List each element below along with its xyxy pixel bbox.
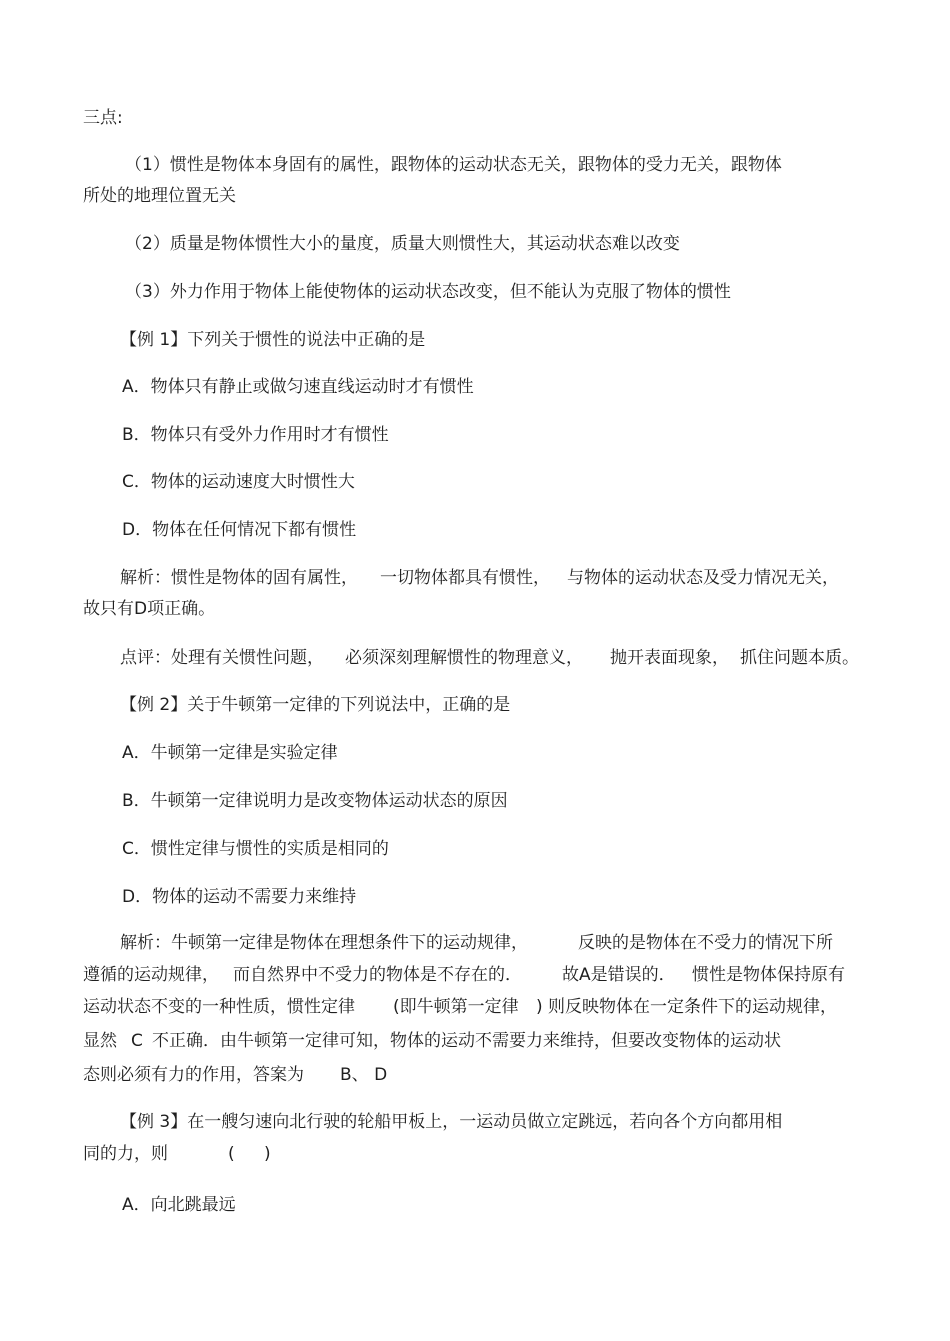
- text-segment: D．物体在任何情况下都有惯性: [122, 520, 357, 540]
- text-segment: 而自然界中不受力的物体是不存在的．: [233, 965, 522, 985]
- text-segment: (即牛顿第一定律: [393, 997, 519, 1017]
- text-segment: 【例 2】关于牛顿第一定律的下列说法中，正确的是: [120, 695, 511, 715]
- point-2: [0, 233, 950, 255]
- text-segment: 运动状态不变的一种性质，惯性定律: [83, 997, 355, 1017]
- text-segment: 点评：处理有关惯性问题，: [120, 648, 324, 668]
- example-2-analysis-line-3: [0, 996, 950, 1018]
- example-2-question: [0, 694, 950, 716]
- text-segment: 态则必须有力的作用，答案为: [83, 1065, 304, 1085]
- example-2-analysis-line-1: [0, 932, 950, 954]
- text-segment: 显然: [83, 1031, 117, 1051]
- text-segment: 遵循的运动规律，: [83, 965, 219, 985]
- example-1-option-b: [0, 424, 950, 446]
- example-1-question: [0, 329, 950, 351]
- text-segment: A．物体只有静止或做匀速直线运动时才有惯性: [122, 377, 474, 397]
- text-segment: C．惯性定律与惯性的实质是相同的: [122, 839, 389, 859]
- text-segment: 三点:: [83, 108, 123, 128]
- example-3-option-a: [0, 1194, 950, 1216]
- text-segment: 故A是错误的．: [562, 965, 676, 985]
- example-2-option-c: [0, 838, 950, 860]
- answer-blank-open-paren: (: [228, 1144, 235, 1164]
- example-2-option-b: [0, 790, 950, 812]
- section-heading: [0, 107, 950, 129]
- text-segment: 不正确．由牛顿第一定律可知，物体的运动不需要力来维持，但要改变物体的运动状: [152, 1031, 781, 1051]
- example-1-analysis-line-2: [0, 598, 950, 620]
- text-segment: 抓住问题本质。: [740, 648, 859, 668]
- point-1-line-2: [0, 185, 950, 207]
- example-1-analysis-line-1: [0, 567, 950, 589]
- example-1-option-d: [0, 519, 950, 541]
- text-segment: 故只有D项正确。: [83, 599, 216, 619]
- answer-blank-close-paren: ): [264, 1144, 271, 1164]
- example-2-analysis-line-2: [0, 964, 950, 986]
- example-1-comment: [0, 647, 950, 669]
- text-segment: （2）质量是物体惯性大小的量度，质量大则惯性大，其运动状态难以改变: [125, 234, 680, 254]
- text-segment: （3）外力作用于物体上能使物体的运动状态改变，但不能认为克服了物体的惯性: [125, 282, 731, 302]
- text-segment: 同的力，则: [83, 1144, 168, 1164]
- text-segment: A．牛顿第一定律是实验定律: [122, 743, 338, 763]
- text-segment: D．物体的运动不需要力来维持: [122, 887, 357, 907]
- text-segment: （1）惯性是物体本身固有的属性，跟物体的运动状态无关，跟物体的受力无关，跟物体: [125, 155, 782, 175]
- text-segment: A．向北跳最远: [122, 1195, 236, 1215]
- text-segment: 解析：惯性是物体的固有属性，: [120, 568, 358, 588]
- example-1-option-a: [0, 376, 950, 398]
- text-segment: 解析：牛顿第一定律是物体在理想条件下的运动规律，: [120, 933, 528, 953]
- text-segment: 一切物体都具有惯性，: [380, 568, 550, 588]
- example-1-option-c: [0, 471, 950, 493]
- text-segment: 抛开表面现象，: [610, 648, 729, 668]
- text-segment: 反映的是物体在不受力的情况下所: [578, 933, 833, 953]
- text-segment: C: [131, 1031, 143, 1051]
- text-segment: B、 D: [340, 1065, 388, 1085]
- text-segment: 【例 3】在一艘匀速向北行驶的轮船甲板上，一运动员做立定跳远，若向各个方向都用相: [120, 1112, 783, 1132]
- example-2-analysis-line-5: [0, 1064, 950, 1086]
- point-3: [0, 281, 950, 303]
- text-segment: B．牛顿第一定律说明力是改变物体运动状态的原因: [122, 791, 508, 811]
- example-3-question-line-2: [0, 1143, 950, 1165]
- text-segment: 必须深刻理解惯性的物理意义，: [345, 648, 583, 668]
- text-segment: 所处的地理位置无关: [83, 186, 236, 206]
- text-segment: ) 则反映物体在一定条件下的运动规律，: [536, 997, 838, 1017]
- example-2-option-a: [0, 742, 950, 764]
- example-2-analysis-line-4: [0, 1030, 950, 1052]
- point-1-line-1: [0, 154, 950, 176]
- text-segment: 惯性是物体保持原有: [692, 965, 845, 985]
- text-segment: 【例 1】下列关于惯性的说法中正确的是: [120, 330, 426, 350]
- text-segment: B．物体只有受外力作用时才有惯性: [122, 425, 389, 445]
- example-3-question-line-1: [0, 1111, 950, 1133]
- text-segment: 与物体的运动状态及受力情况无关，: [567, 568, 839, 588]
- text-segment: C．物体的运动速度大时惯性大: [122, 472, 355, 492]
- example-2-option-d: [0, 886, 950, 908]
